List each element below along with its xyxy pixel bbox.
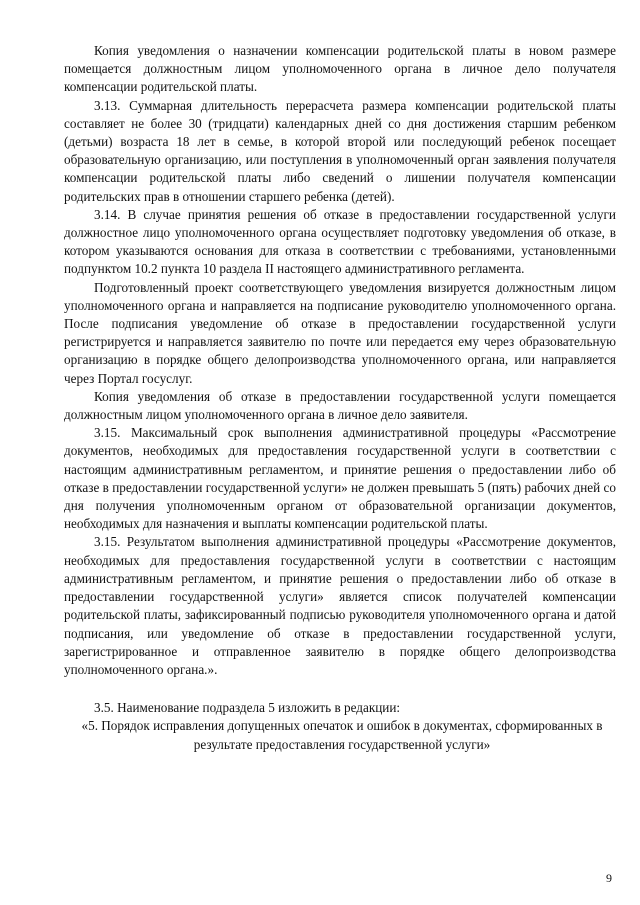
page-number: 9 (606, 871, 612, 885)
paragraph-subsection-5-title: «5. Порядок исправления допущенных опечаток и ошибок в документах, сформированных в результате предоставления государственной услуги» (81, 718, 603, 752)
document-page (64, 42, 616, 754)
paragraph-3-13: 3.13. Суммарная длительность перерасчета размера компенсации родительской платы составляет не более 30 (тридцати) календарных дней со дня достижения старшим ребенком (детьми) возраста 18 лет в семье, в которой второй или последующий ребенок посещает образовательную организацию, или поступления в уполномоченный орган заявления получателя компенсации родительской платы либо сведений о лишении получателя компенсации родительских прав в отношении старшего ребенка (детей). (64, 97, 616, 204)
paragraph-prepared-project: Подготовленный проект соответствующего уведомления визируется должностным лицом уполномоченного органа и направляется на подписание руководителю уполномоченного органа. После подписания уведомление об отказе в предоставлении государственной услуги регистрируется и направляется заявителю по почте или передается ему через образовательную организацию в порядке общего делопроизводства уполномоченного органа, или направляется через Портал госуслуг. (64, 279, 616, 386)
paragraph-3-14: 3.14. В случае принятия решения об отказе в предоставлении государственной услуги должностное лицо уполномоченного органа осуществляет подготовку уведомления об отказе, в котором указываются основания для отказа в соответствии с требованиями, установленными подпунктом 10.2 пункта 10 раздела II настоящего административного регламента. (64, 206, 616, 277)
paragraph-3-15-result: 3.15. Результатом выполнения административной процедуры «Рассмотрение документов, необходимых для предоставления государственной услуги в соответствии с настоящим административным регламентом, и принятие решения о предоставлении либо об отказе в предоставлении государственной услуги» является список получателей компенсации родительской платы, зафиксированный подписью руководителя уполномоченного органа и датой подписания, или уведомление об отказе в предоставлении государственной услуги, зарегистрированное и отправленное заявителю в порядке общего делопроизводства уполномоченного органа.». (64, 534, 616, 677)
paragraph-3-5-heading: 3.5. Наименование подраздела 5 изложить в редакции: (94, 700, 401, 716)
paragraph-refusal-copy: Копия уведомления об отказе в предоставлении государственной услуги помещается должностным лицом уполномоченного органа в личное дело заявителя. (64, 388, 616, 423)
paragraph-compensation-copy: Копия уведомления о назначении компенсации родительской платы в новом размере помещается должностным лицом уполномоченного органа в личное дело получателя компенсации родительской платы. (64, 43, 616, 95)
paragraph-3-15-max-term: 3.15. Максимальный срок выполнения административной процедуры «Рассмотрение документов, необходимых для предоставления государственной услуги в соответствии с настоящим административным регламентом, и принятие решения о предоставлении либо об отказе в предоставлении государственной услуги» не должен превышать 5 (пять) рабочих дней со дня получения уполномоченным органом от образовательной организации документов, необходимых для назначения и выплаты компенсации родительской платы. (64, 425, 616, 532)
